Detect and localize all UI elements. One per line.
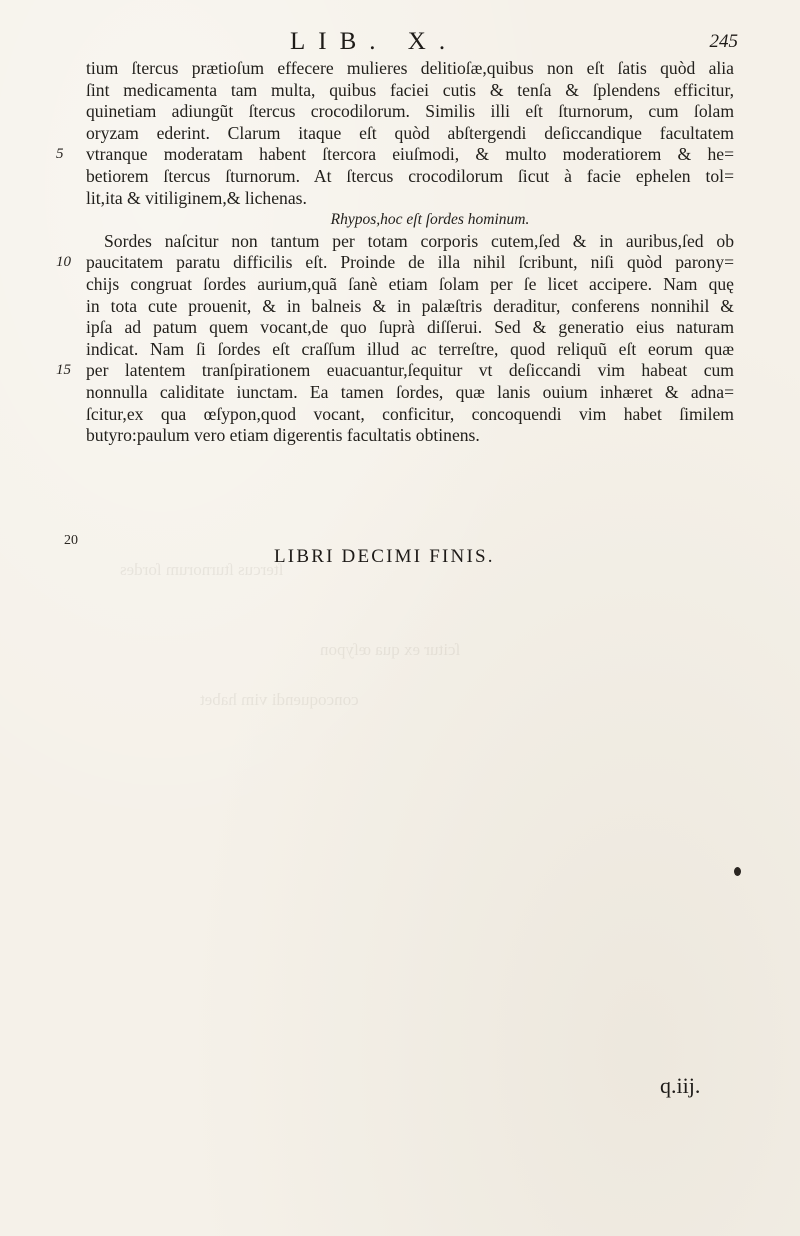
show-through-text: concoquendi vim habet: [200, 690, 359, 709]
ink-blot: [734, 867, 741, 876]
text-line: in tota cute prouenit, & in balneis & in palæſtris deraditur, conferens nonnihil &: [86, 295, 734, 316]
text-line: quinetiam adiungũt ſtercus crocodilorum. Similis illi eſt ſturnorum, cum ſolam: [86, 101, 734, 122]
show-through-text: ſcitur ex qua œſypon: [320, 640, 461, 659]
text-line: ipſa ad patum quem vocant,de quo ſuprà diſſerui. Sed & generatio eius naturam: [86, 317, 734, 338]
text-line: chijs congruat ſordes aurium,quã ſanè etiam ſolam per ſe licet accipere. Nam quę: [86, 273, 734, 294]
text-line: 15 per latentem tranſpirationem euacuantur,ſequitur vt deſiccandi vim habeat cum: [56, 360, 734, 381]
text-line: betiorem ſtercus ſturnorum. At ſtercus crocodilorum ſicut à facie ephelen tol=: [86, 165, 734, 186]
text-line: oryzam ederint. Clarum itaque eſt quòd abſtergendi deſiccandique facultatem: [86, 122, 734, 143]
text-line: 10 paucitatem paratu difficilis eſt. Proinde de illa nihil ſcribunt, niſi quòd parony=: [56, 252, 734, 273]
running-head: [0, 26, 800, 56]
line-number: 15: [56, 362, 71, 379]
text-line: indicat. Nam ſi ſordes eſt craſſum illud ac terreſtre, quod reliquũ eſt eorum quæ: [86, 338, 734, 359]
text-line: ſint medicamenta tam multa, quibus faciei cutis & tenſa & ſplendens efficitur,: [86, 79, 734, 100]
section-rubric: Rhypos,hoc eſt ſordes hominum.: [330, 211, 530, 229]
running-title: LIB. X.: [290, 28, 459, 55]
text-line: ſcitur,ex qua œſypon,quod vocant, conficitur, concoquendi vim habet ſimilem: [86, 403, 734, 424]
text-line: Sordes naſcitur non tantum per totam corporis cutem,ſed & in auribus,ſed ob: [104, 230, 734, 251]
signature-mark: q.iij.: [660, 1073, 701, 1098]
line-number: 5: [56, 146, 64, 163]
text-line: 5 vtranque moderatam habent ſtercora eiuſmodi, & multo moderatiorem & he=: [56, 144, 734, 165]
show-through-text: ſtercus ſturnorum ſordes: [120, 560, 284, 579]
text-line: lit,ita & vitiliginem,& lichenas.: [86, 187, 307, 208]
text-line: tium ſtercus prætioſum effecere mulieres delitioſæ,quibus non eſt ſatis quòd alia: [86, 58, 734, 78]
folio-number: 245: [709, 31, 738, 52]
line-number: 10: [56, 254, 71, 271]
text-line: butyro:paulum vero etiam digerentis facultatis obtinens.: [86, 425, 480, 446]
text-line: nonnulla caliditate iunctam. Ea tamen ſordes, quæ lanis ouium inhæret & adna=: [86, 381, 734, 402]
line-number: 20: [64, 533, 78, 548]
book-end-title: LIBRI DECIMI FINIS.: [274, 546, 495, 567]
main-text-block: [56, 58, 734, 447]
